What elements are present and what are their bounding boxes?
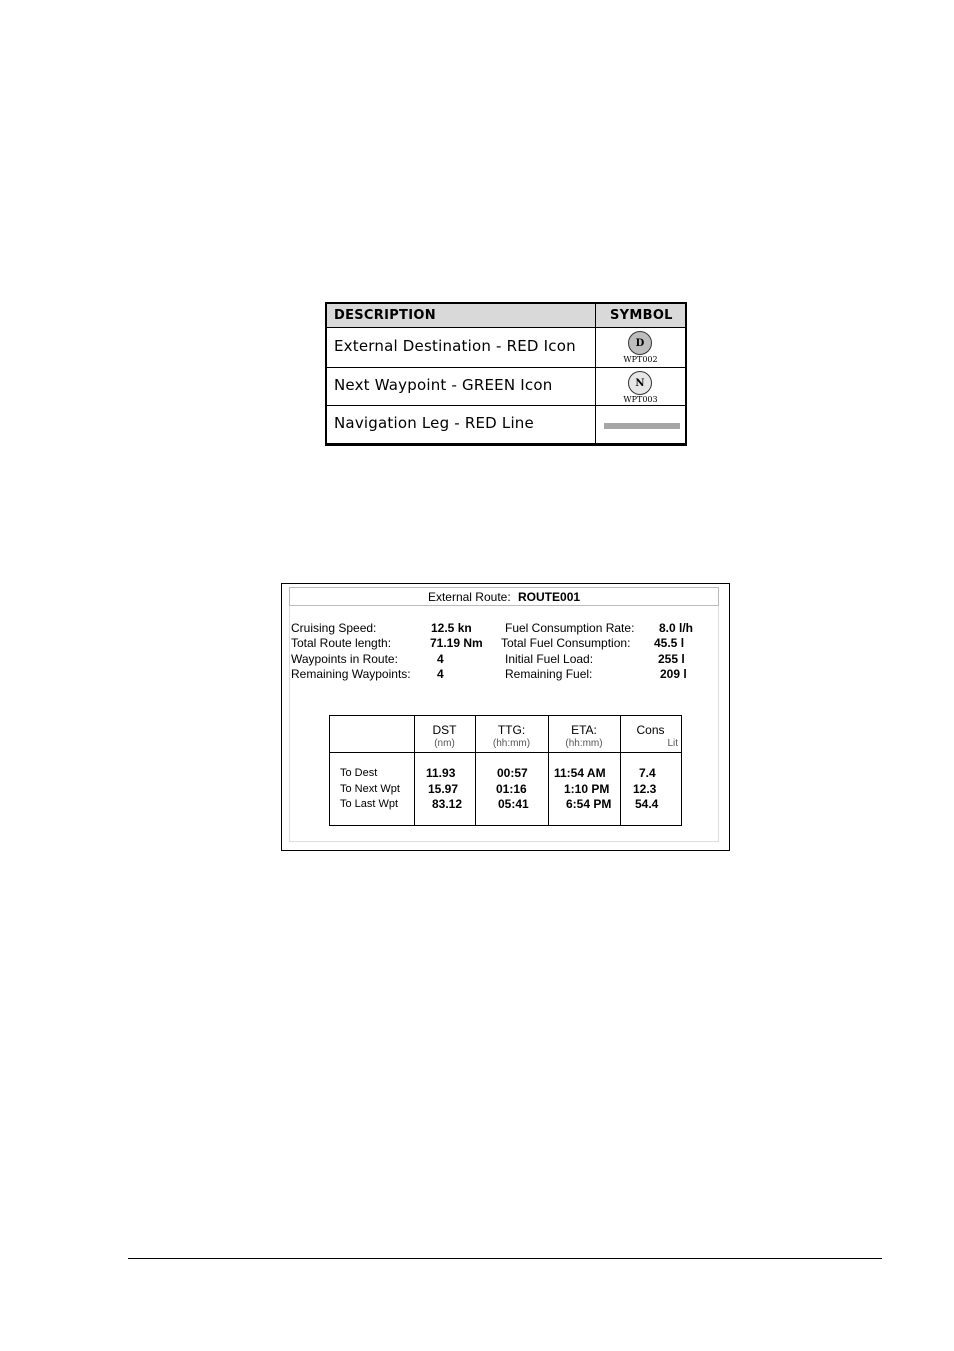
stat-label: Cruising Speed: — [291, 621, 377, 635]
row-label-to-dest: To Dest — [340, 767, 378, 779]
stat-value: 71.19 Nm — [430, 636, 483, 650]
table-cell: 6:54 PM — [566, 797, 612, 811]
stat-label: Total Route length: — [291, 636, 392, 650]
table-cell: 01:16 — [496, 782, 527, 796]
stat-label: Waypoints in Route: — [291, 652, 398, 666]
stat-label: Remaining Fuel: — [505, 667, 593, 681]
route-title-label: External Route: — [427, 590, 511, 604]
table-cell: 1:10 PM — [564, 782, 610, 796]
table-cell: 83.12 — [432, 797, 463, 811]
stat-value: 12.5 kn — [431, 621, 472, 635]
column-header-eta: ETA: — [571, 723, 597, 737]
stat-value: 45.5 l — [654, 636, 685, 650]
stat-fuel-consumption-rate — [505, 621, 694, 635]
table-cell: 12.3 — [633, 782, 657, 796]
stat-value: 255 l — [658, 652, 685, 666]
description-header: DESCRIPTION — [334, 308, 436, 323]
row-label-to-last-wpt: To Last Wpt — [340, 798, 399, 810]
stat-label: Remaining Waypoints: — [291, 667, 411, 681]
stat-total-fuel-consumption — [501, 636, 685, 650]
legend-row-next-waypoint — [327, 368, 685, 406]
legend-symbol-cell — [596, 328, 685, 367]
column-header-ttg: TTG: — [497, 723, 526, 737]
symbol-legend-table — [325, 302, 687, 446]
stat-remaining-waypoints — [291, 667, 444, 681]
column-header-cons: Cons — [636, 723, 665, 737]
table-cell: 11:54 AM — [554, 766, 606, 780]
table-cell: 11.93 — [426, 766, 456, 780]
stat-remaining-fuel — [505, 667, 687, 681]
symbol-header: SYMBOL — [610, 308, 673, 323]
symbol-letter: N — [635, 377, 645, 389]
legend-symbol-cell — [596, 368, 685, 405]
legend-symbol-cell — [596, 406, 685, 443]
table-cell: 54.4 — [635, 797, 659, 811]
route-panel-title — [289, 587, 719, 606]
stat-label: Total Fuel Consumption: — [501, 636, 631, 650]
footer-rule — [128, 1258, 882, 1259]
column-unit-eta: (hh:mm) — [565, 738, 603, 749]
destination-waypoint-icon — [628, 331, 652, 355]
row-label-to-next-wpt: To Next Wpt — [340, 783, 400, 795]
table-cell: 05:41 — [498, 797, 529, 811]
stat-value: 209 l — [660, 667, 687, 681]
legend-description: External Destination - RED Icon — [334, 337, 576, 355]
stat-label: Initial Fuel Load: — [505, 652, 594, 666]
table-cell: 00:57 — [497, 766, 528, 780]
waypoint-label: WPT002 — [623, 355, 658, 364]
legend-header-row — [327, 304, 685, 328]
stat-label: Fuel Consumption Rate: — [505, 621, 635, 635]
route-data-table — [329, 715, 682, 826]
column-unit-ttg: (hh:mm) — [492, 738, 531, 749]
column-unit-cons: Lit — [667, 738, 678, 749]
legend-description: Next Waypoint - GREEN Icon — [334, 376, 553, 394]
stat-cruising-speed — [291, 621, 472, 635]
column-unit-dst: (nm) — [434, 738, 455, 749]
stat-total-route-length — [291, 636, 483, 650]
column-divider — [595, 304, 596, 444]
column-header-dst: DST — [432, 723, 457, 737]
route-name: ROUTE001 — [518, 590, 581, 604]
stat-waypoints-in-route — [291, 652, 444, 666]
next-waypoint-icon — [628, 371, 652, 395]
table-cell: 15.97 — [428, 782, 459, 796]
navigation-leg-line-icon — [604, 423, 680, 429]
symbol-letter: D — [635, 337, 645, 349]
legend-row-navigation-leg — [327, 406, 685, 444]
table-cell: 7.4 — [639, 766, 656, 780]
waypoint-label: WPT003 — [623, 395, 658, 404]
stat-initial-fuel-load — [505, 652, 685, 666]
legend-row-destination — [327, 328, 685, 368]
legend-description: Navigation Leg - RED Line — [334, 414, 534, 432]
stat-value: 4 — [437, 667, 444, 681]
stat-value: 8.0 l/h — [659, 621, 694, 635]
header-divider — [330, 752, 681, 753]
stat-value: 4 — [437, 652, 444, 666]
